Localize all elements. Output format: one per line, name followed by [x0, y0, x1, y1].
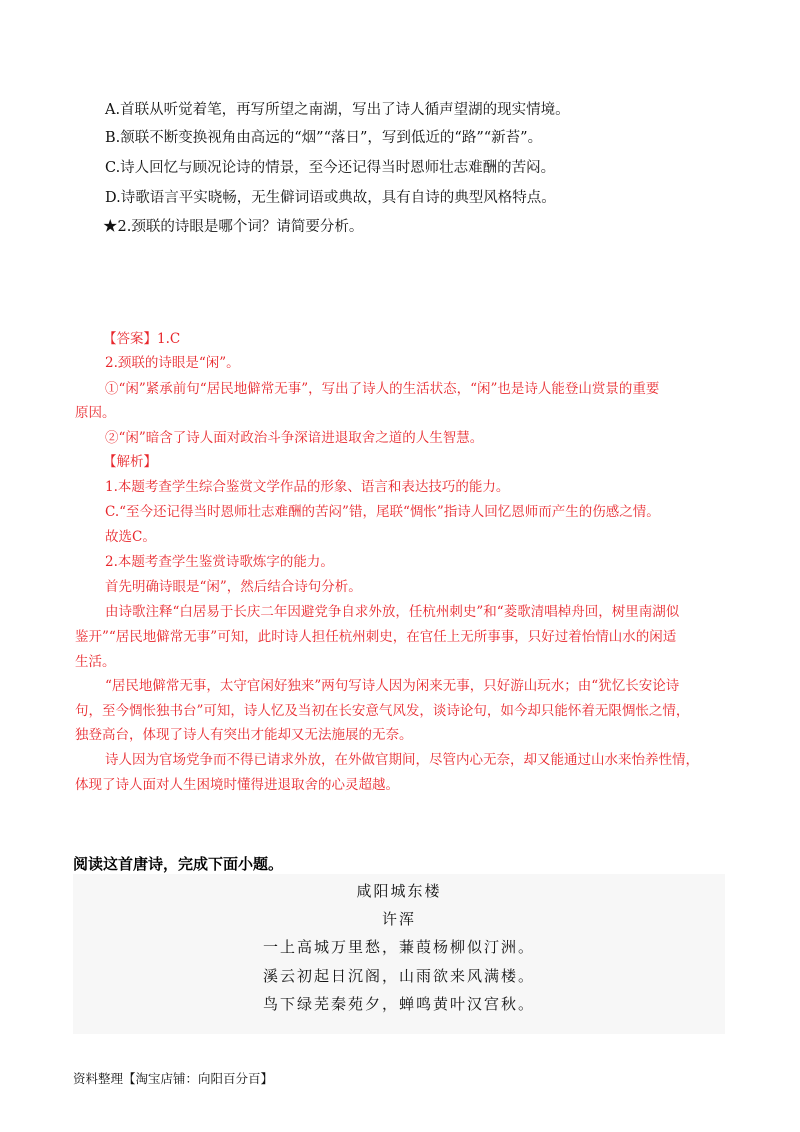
option-c: C.诗人回忆与顾况论诗的情景，至今还记得当时恩师壮志难酬的苦闷。 [105, 160, 556, 176]
answer-point1-cont: 原因。 [75, 405, 116, 421]
poem-line: 溪云初起日沉阁，山雨欲来风满楼。 [262, 967, 535, 985]
analysis-line: 生活。 [75, 654, 116, 670]
analysis-line: 1.本题考查学生综合鉴赏文学作品的形象、语言和表达技巧的能力。 [105, 479, 510, 495]
analysis-line: 诗人因为官场党争而不得已请求外放，在外做官期间，尽管内心无奈，却又能通过山水来怡养性情， [105, 752, 699, 768]
poem-line: 鸟下绿芜秦苑夕，蝉鸣黄叶汉宫秋。 [262, 995, 535, 1013]
section-heading: 阅读这首唐诗，完成下面小题。 [73, 855, 284, 873]
analysis-line: C.“至今还记得当时恩师壮志难酬的苦闷”错，尾联“惆怅”指诗人回忆恩师而产生的伤感之情。 [105, 504, 660, 520]
poem-author: 许浑 [381, 910, 416, 928]
answer-row [103, 329, 180, 350]
answer-point2: ②“闲”暗含了诗人面对政治斗争深谙进退取舍之道的人生智慧。 [105, 430, 484, 446]
answer-tag: 【答案】 [103, 331, 157, 347]
analysis-line: 2.本题考查学生鉴赏诗歌炼字的能力。 [105, 554, 334, 570]
poem-title: 咸阳城东楼 [356, 882, 442, 900]
analysis-line: “居民地僻常无事，太守官闲好独来”两句写诗人因为闲来无事，只好游山玩水；由“犹忆长安论诗 [105, 678, 680, 694]
analysis-line: 故选C。 [105, 529, 156, 545]
analysis-line: 由诗歌注释“白居易于长庆二年因避党争自求外放，任杭州刺史”和“菱歌清唱棹舟回，树里南湖似 [105, 604, 680, 620]
option-a: A.首联从听觉着笔，再写所望之南湖，写出了诗人循声望湖的现实情境。 [105, 102, 570, 118]
analysis-line: 独登高台，体现了诗人有突出才能却又无法施展的无奈。 [75, 727, 413, 743]
option-b: B.颔联不断变换视角由高远的“烟”“落日”，写到低近的“路”“新苔”。 [105, 130, 543, 146]
poem-line: 一上高城万里愁，蒹葭杨柳似汀洲。 [262, 938, 535, 956]
option-d: D.诗歌语言平实晓畅，无生僻词语或典故，具有自诗的典型风格特点。 [105, 190, 556, 206]
answer-q2-title: 2.颈联的诗眼是“闲”。 [105, 355, 240, 371]
analysis-line: 首先明确诗眼是“闲”，然后结合诗句分析。 [105, 579, 362, 595]
poem-box [73, 874, 725, 1034]
answer-q1: 1.C [157, 331, 181, 347]
answer-point1: ①“闲”紧承前句“居民地僻常无事”，写出了诗人的生活状态，“闲”也是诗人能登山赏景的重要 [105, 381, 660, 397]
footer-text: 资料整理【淘宝店铺：向阳百分百】 [73, 1071, 274, 1086]
analysis-line: 鉴开”“居民地僻常无事”可知，此时诗人担任杭州刺史，在官任上无所事事，只好过着怡情山水的闲适 [75, 629, 677, 645]
analysis-line: 句，至今惆怅独书台”可知，诗人忆及当初在长安意气风发，谈诗论句，如今却只能怀着无限惆怅之情， [75, 703, 690, 719]
analysis-tag: 【解析】 [103, 454, 157, 470]
analysis-line: 体现了诗人面对人生困境时懂得进退取舍的心灵超越。 [75, 777, 399, 793]
question-2: ★2.颈联的诗眼是哪个词？请简要分析。 [103, 219, 364, 235]
